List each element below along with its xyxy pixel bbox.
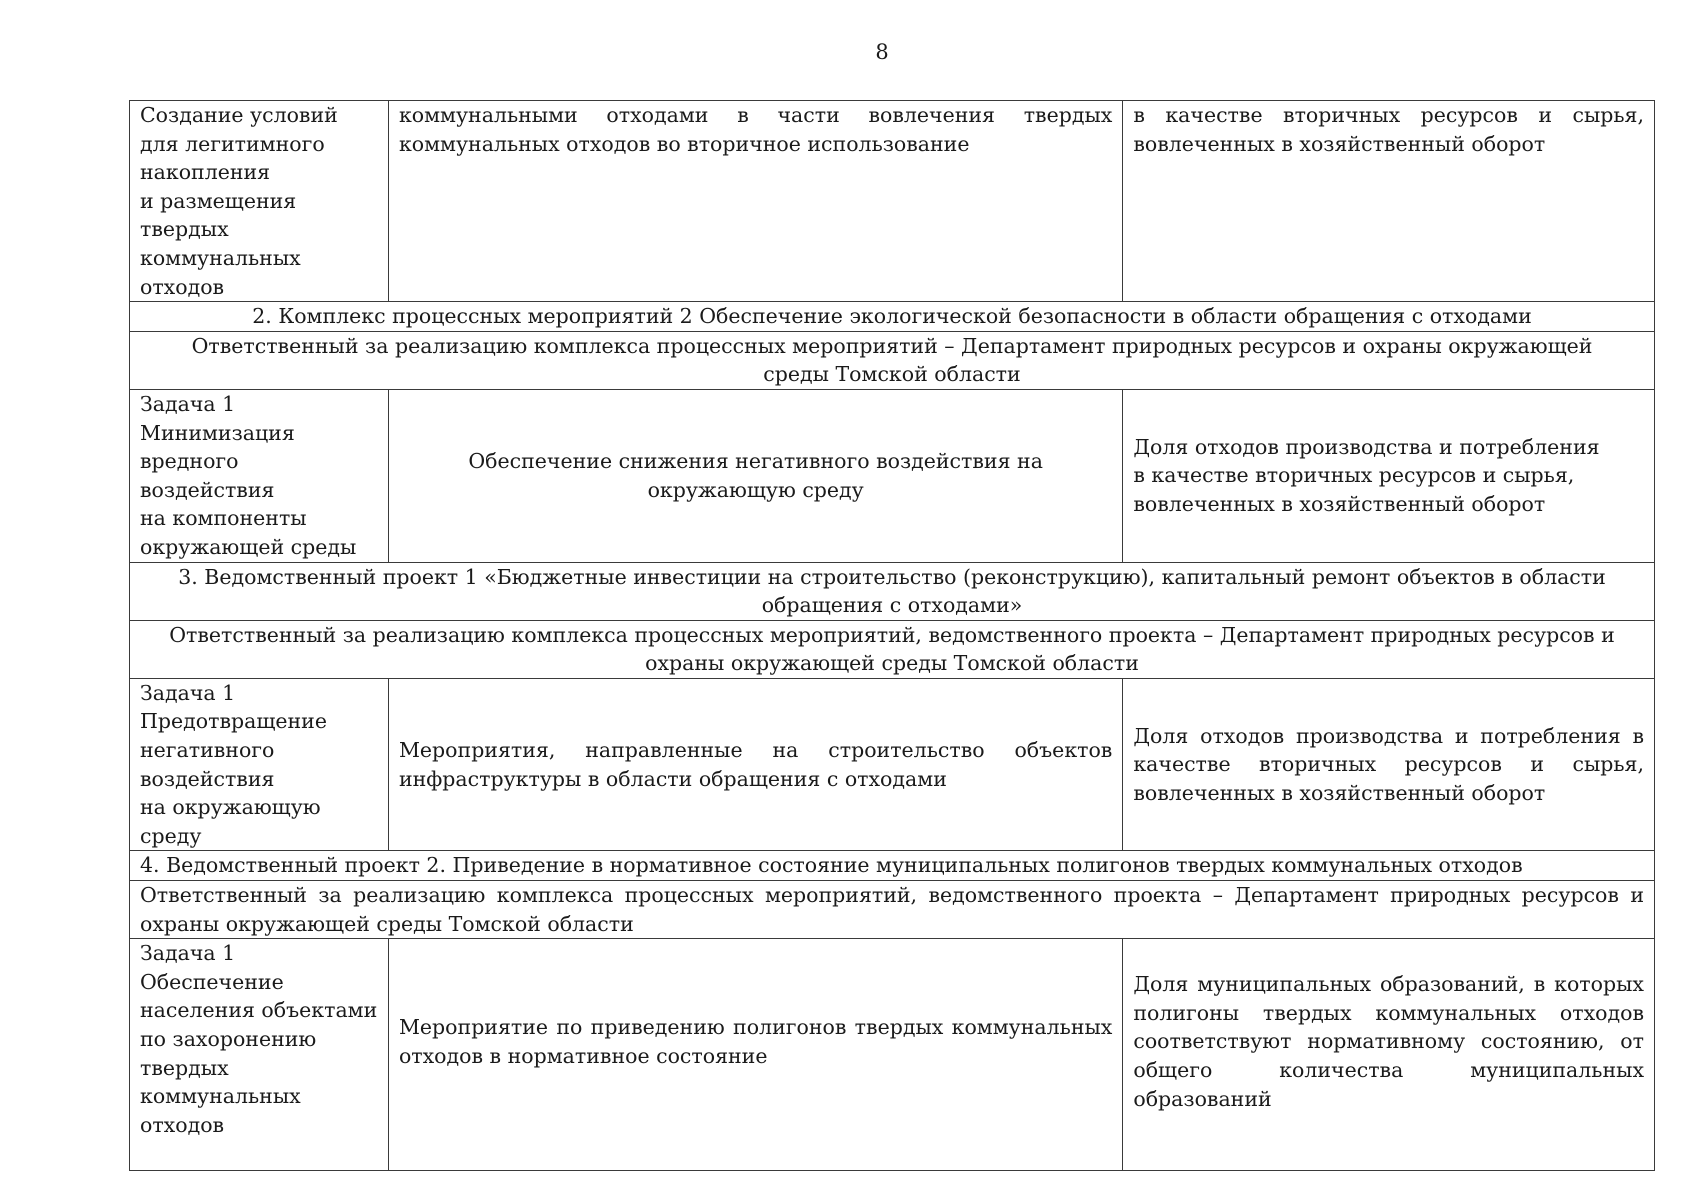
indicator-cell: Доля муниципальных образований, в которых полигоны твердых коммунальных отходов соответствуют нормативному состоянию, от общего количества муниципальных образований [1123, 939, 1655, 1171]
section-title-row [130, 851, 1655, 881]
task-cell: Задача 1 Обеспечение населения объектами по захоронению твердых коммунальных отходов [130, 939, 389, 1171]
measure-cell: коммунальными отходами в части вовлечения твердых коммунальных отходов во вторичное использование [388, 101, 1122, 302]
task-cell: Задача 1 Предотвращение негативного воздействия на окружающую среду [130, 678, 389, 851]
responsible-row [130, 620, 1655, 678]
table-row [130, 389, 1655, 562]
table-row [130, 939, 1655, 1171]
section-title: 4. Ведомственный проект 2. Приведение в нормативное состояние муниципальных полигонов твердых коммунальных отходов [130, 851, 1655, 881]
responsible-row [130, 331, 1655, 389]
structure-table [129, 100, 1655, 1171]
table-row [130, 101, 1655, 302]
responsible-text: Ответственный за реализацию комплекса процессных мероприятий – Департамент природных ресурсов и охраны окружающей среды Томской области [130, 331, 1655, 389]
measure-cell: Обеспечение снижения негативного воздействия на окружающую среду [388, 389, 1122, 562]
section-title: 2. Комплекс процессных мероприятий 2 Обеспечение экологической безопасности в области обращения с отходами [130, 302, 1655, 332]
responsible-text: Ответственный за реализацию комплекса процессных мероприятий, ведомственного проекта – Департамент природных ресурсов и охраны окружающей среды Томской области [130, 620, 1655, 678]
task-cell: Задача 1 Минимизация вредного воздействия на компоненты окружающей среды [130, 389, 389, 562]
table-row [130, 678, 1655, 851]
indicator-cell: Доля отходов производства и потребления в качестве вторичных ресурсов и сырья, вовлеченных в хозяйственный оборот [1123, 389, 1655, 562]
page-number: 8 [875, 40, 889, 64]
task-cell: Создание условий для легитимного накопления и размещения твердых коммунальных отходов [130, 101, 389, 302]
section-title-row [130, 562, 1655, 620]
section-title-row [130, 302, 1655, 332]
indicator-cell: в качестве вторичных ресурсов и сырья, вовлеченных в хозяйственный оборот [1123, 101, 1655, 302]
indicator-cell: Доля отходов производства и потребления в качестве вторичных ресурсов и сырья, вовлеченных в хозяйственный оборот [1123, 678, 1655, 851]
responsible-row [130, 881, 1655, 939]
measure-cell: Мероприятия, направленные на строительство объектов инфраструктуры в области обращения с отходами [388, 678, 1122, 851]
section-title: 3. Ведомственный проект 1 «Бюджетные инвестиции на строительство (реконструкцию), капитальный ремонт объектов в области обращения с отходами» [130, 562, 1655, 620]
responsible-text: Ответственный за реализацию комплекса процессных мероприятий, ведомственного проекта – Департамент природных ресурсов и охраны окружающей среды Томской области [130, 881, 1655, 939]
measure-cell: Мероприятие по приведению полигонов твердых коммунальных отходов в нормативное состояние [388, 939, 1122, 1171]
